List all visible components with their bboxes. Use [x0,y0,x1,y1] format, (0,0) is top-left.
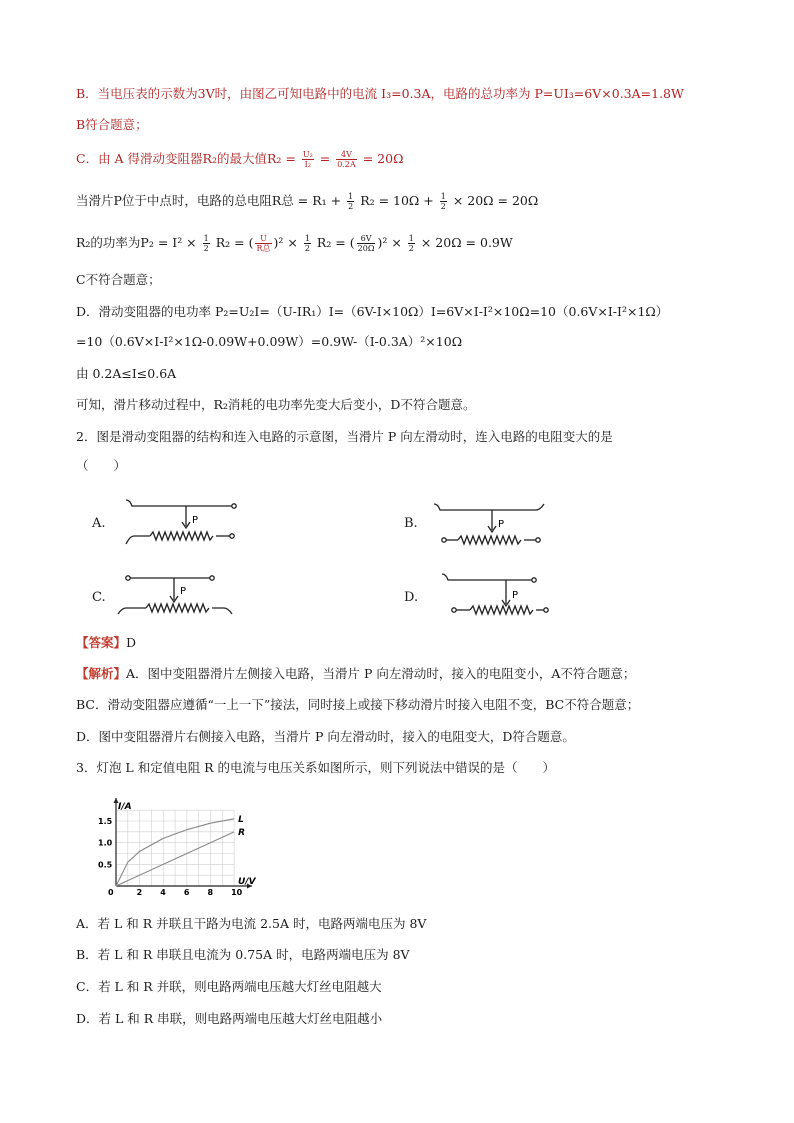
q2-answer [76,635,136,651]
section-b-line-2: B符合题意； [76,117,148,132]
iv-chart [96,796,266,902]
svg-text:P: P [498,519,505,530]
section-d-line-4: 可知，滑片移动过程中，R₂消耗的电功率先变大后变小，D不符合题意。 [76,397,476,412]
x-tick-label: 2 [136,888,143,897]
answer-label: 【答案】 [76,635,127,650]
series-label-L: L [238,814,244,825]
x-tick-label: 6 [183,888,190,897]
answer-value: D [126,635,137,650]
fraction-u2-i2: $\frac{\text{U₂}}{\text{I₂}}$ [302,150,313,169]
formula-text: C．由 A 得滑动变阻器R₂的最大值R₂ = [76,151,296,166]
q2-option-d-label: D. [404,590,419,605]
q2-option-b-label: B. [404,516,418,531]
fraction-4v-0.2a: $\frac{4V}{0.2A}$ [337,150,356,169]
x-tick-label: 10 [231,888,243,897]
rheostat-diagram-c [116,572,236,628]
series-label-R: R [238,827,246,838]
x-tick-label: 8 [207,888,214,897]
q3-stem: 3．灯泡 L 和定值电阻 R 的电流与电压关系如图所示，则下列说法中错误的是（ ） [76,760,556,775]
y-tick-label: 0.5 [98,860,113,870]
q3-option-a: A．若 L 和 R 并联且干路为电流 2.5A 时，电路两端电压为 8V [76,916,427,931]
section-b-line-1: B．当电压表的示数为3V时，由图乙可知电路中的电流 I₃=0.3A，电路的总功率为 P=UI₃=6V×0.3A=1.8W [76,86,684,101]
rheostat-diagram-b [432,498,552,554]
svg-text:P: P [192,515,199,526]
rheostat-diagram-a [120,496,240,552]
rheostat-diagram-d [436,572,556,628]
section-c-formula-1: C．由 A 得滑动变阻器R₂的最大值R₂ = $\frac{\text{U₂}}{\text{I₂}}$ = $\frac{4V}{0.2A}$ = 20Ω [76,150,404,169]
section-d-line-1: D．滑动变阻器的电功率 P₂=U₂I=（U-IR₁）I=（6V-I×10Ω）I=6V×I-I²×10Ω=10（0.6V×I-I²×1Ω） [76,304,669,319]
q2-analysis-2: BC．滑动变阻器应遵循“一上一下”接法，同时接上或接下移动滑片时接入电阻不变，BC不符合题意； [76,697,640,712]
section-d-line-2: =10（0.6V×I-I²×1Ω-0.09W+0.09W）=0.9W-（I-0.3A）²×10Ω [76,334,463,349]
q2-option-a-label: A. [92,516,106,531]
q3-option-c: C．若 L 和 R 并联，则电路两端电压越大灯丝电阻越大 [76,979,382,994]
chart-ticks [98,814,246,897]
section-c-conclusion: C不符合题意； [76,272,161,287]
section-c-formula-3: R₂的功率为P₂ = I² × $\frac{1}{2}$ R₂ = ( $\frac{U}{\text{R总}}$ )² × $\frac{1}{2}$ R₂ = ( $\frac{6V}{20\Omega}$ )² × $\frac{1}{2}$ × 20Ω = 0.9W [76,234,513,253]
chart-xlabel: U/V [238,877,256,887]
svg-text:P: P [512,590,519,601]
q2-stem: 2．图是滑动变阻器的结构和连入电路的示意图，当滑片 P 向左滑动时，连入电路的电阻变大的是 [76,429,613,444]
section-c-formula-2: 当滑片P位于中点时，电路的总电阻R总 = R₁ + $\frac{1}{2}$ R₂ = 10Ω + $\frac{1}{2}$ × 20Ω = 20Ω [76,192,539,211]
section-d-line-3: 由 0.2A≤I≤0.6A [76,366,177,381]
y-tick-label: 1.5 [98,817,113,826]
q2-option-c-label: C. [92,590,106,605]
q3-option-b: B．若 L 和 R 串联且电流为 0.75A 时，电路两端电压为 8V [76,947,410,962]
x-tick-label: 0 [108,888,114,897]
q2-stem-paren: （ ） [76,458,127,473]
chart-ylabel: I/A [118,802,132,812]
analysis-label: 【解析】 [76,666,127,681]
q2-analysis-1: 【解析】A．图中变阻器滑片左侧接入电路，当滑片 P 向左滑动时，接入的电阻变小，A不符合题意； [76,666,636,681]
x-tick-label: 4 [160,888,166,897]
svg-text:P: P [180,586,187,597]
y-tick-label: 1.0 [98,838,113,848]
q2-analysis-3: D．图中变阻器滑片右侧接入电路，当滑片 P 向左滑动时，接入的电阻变大，D符合题意。 [76,729,575,744]
q3-option-d: D．若 L 和 R 串联，则电路两端电压越大灯丝电阻越小 [76,1011,383,1026]
